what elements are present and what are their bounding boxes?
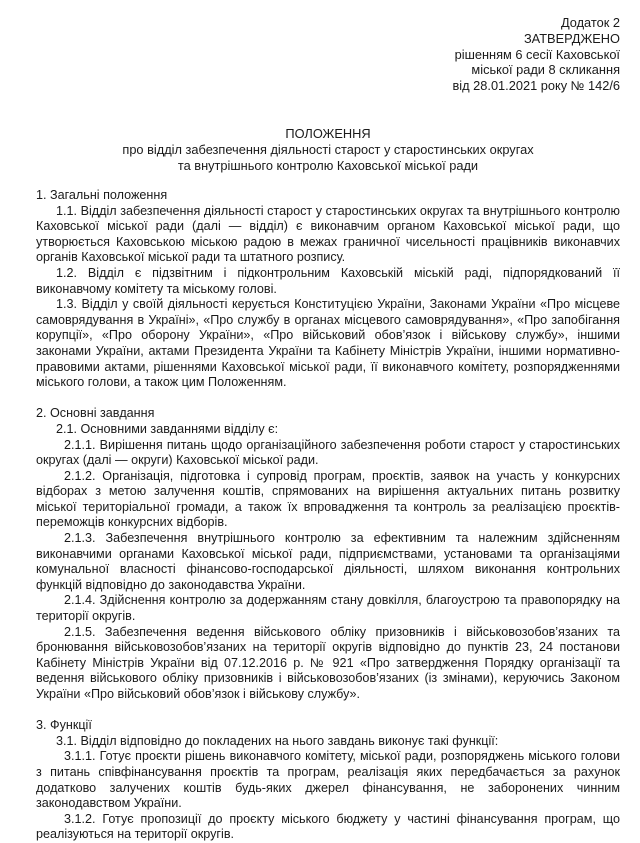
paragraph: 1.2. Відділ є підзвітним і підконтрольним Каховській міській раді, підпорядкований її виконавчому комітету та міському голові.	[36, 265, 620, 296]
paragraph: 1.3. Відділ у своїй діяльності керується Конституцією України, Законами України «Про місцеве самоврядування в Україні», «Про службу в органах місцевого самоврядування», «Про запобігання корупції», «Про оборону України», «Про військовий обов’язок і військову службу», іншими законами України, актами Президента України та Кабінету Міністрів України, іншими нормативно-правовими актами, рішеннями Каховської міської ради, її виконавчого комітету, розпорядженнями міського голови, а також цим Положенням.	[36, 297, 620, 390]
title-heading: ПОЛОЖЕННЯ	[285, 126, 371, 141]
approval-line: ЗАТВЕРДЖЕНО	[523, 30, 620, 46]
approval-line: рішенням 6 сесії Каховської	[454, 46, 620, 62]
section-heading: 3. Функції	[36, 718, 92, 733]
title-subtitle: про відділ забезпечення діяльності старост у старостинських округах	[122, 141, 534, 157]
paragraph: 3.1. Відділ відповідно до покладених на нього завдань виконує такі функції:	[56, 733, 499, 748]
approval-line: міської ради 8 скликання	[471, 62, 620, 78]
paragraph: 1.1. Відділ забезпечення діяльності старост у старостинських округах та внутрішнього контролю Каховської міської ради (далі — відділ) є виконавчим органом Каховської міської ради, що утворюється Каховською міською радою в межах граничної чисельності працівників виконавчих органів Каховської міської ради та штатного розпису.	[36, 203, 620, 265]
spacer	[36, 391, 620, 407]
paragraph: 3.1.2. Готує пропозиції до проєкту міського бюджету у частині фінансування програм, що реалізуються на території округів.	[36, 811, 620, 842]
approval-stamp	[452, 15, 620, 94]
paragraph: 2.1.5. Забезпечення ведення військового обліку призовників і військовозобов’язаних та бронювання військовозобов’язаних на території округів відповідно до пунктів 23, 24 постанови Кабінету Міністрів України від 07.12.2016 р. № 921 «Про затвердження Порядку організації та ведення військового обліку призовників і військовозобов’язаних (із змінами), керуючись Законом України «Про військовий обов’язок і військову службу».	[36, 624, 620, 701]
paragraph: 2.1.2. Організація, підготовка і супровід програм, проєктів, заявок на участь у конкурсних відборах з метою залучення коштів, спрямованих на вирішення актуальних питань розвитку міської територіальної громади, а також їх впровадження та контроль за реалізацією проєктів-переможців конкурсних відборів.	[36, 468, 620, 530]
approval-line: Додаток 2	[560, 15, 620, 30]
title-subtitle: та внутрішнього контролю Каховської міської ради	[177, 157, 479, 173]
paragraph: 3.1.1. Готує проєкти рішень виконавчого комітету, міської ради, розпоряджень міського голови з питань співфінансування проєктів та програм, реалізація яких передбачається за рахунок додатково залучених коштів будь-яких джерел фінансування, не заборонених чинним законодавством України.	[36, 749, 620, 811]
approval-line: від 28.01.2021 року № 142/6	[452, 78, 620, 94]
section-heading: 1. Загальні положення	[36, 188, 168, 202]
paragraph: 2.1. Основними завданнями відділу є:	[56, 421, 279, 436]
spacer	[36, 703, 620, 719]
paragraph: 2.1.1. Вирішення питань щодо організаційного забезпечення роботи старост у старостинських округах (далі — округи) Каховської міської ради.	[36, 437, 620, 468]
section-heading: 2. Основні завдання	[36, 406, 155, 421]
paragraph: 2.1.4. Здійснення контролю за додержанням стану довкілля, благоустрою та правопорядку на території округів.	[36, 593, 620, 624]
paragraph: 2.1.3. Забезпечення внутрішнього контролю за ефективним та належним здійсненням виконавчими органами Каховської міської ради, підприємствами, установами та організаціями комунальної власності фінансово-господарської діяльності, шляхом виконання контрольних функцій відповідно до законодавства України.	[36, 531, 620, 592]
document-title	[36, 126, 620, 173]
document-body	[36, 188, 620, 843]
